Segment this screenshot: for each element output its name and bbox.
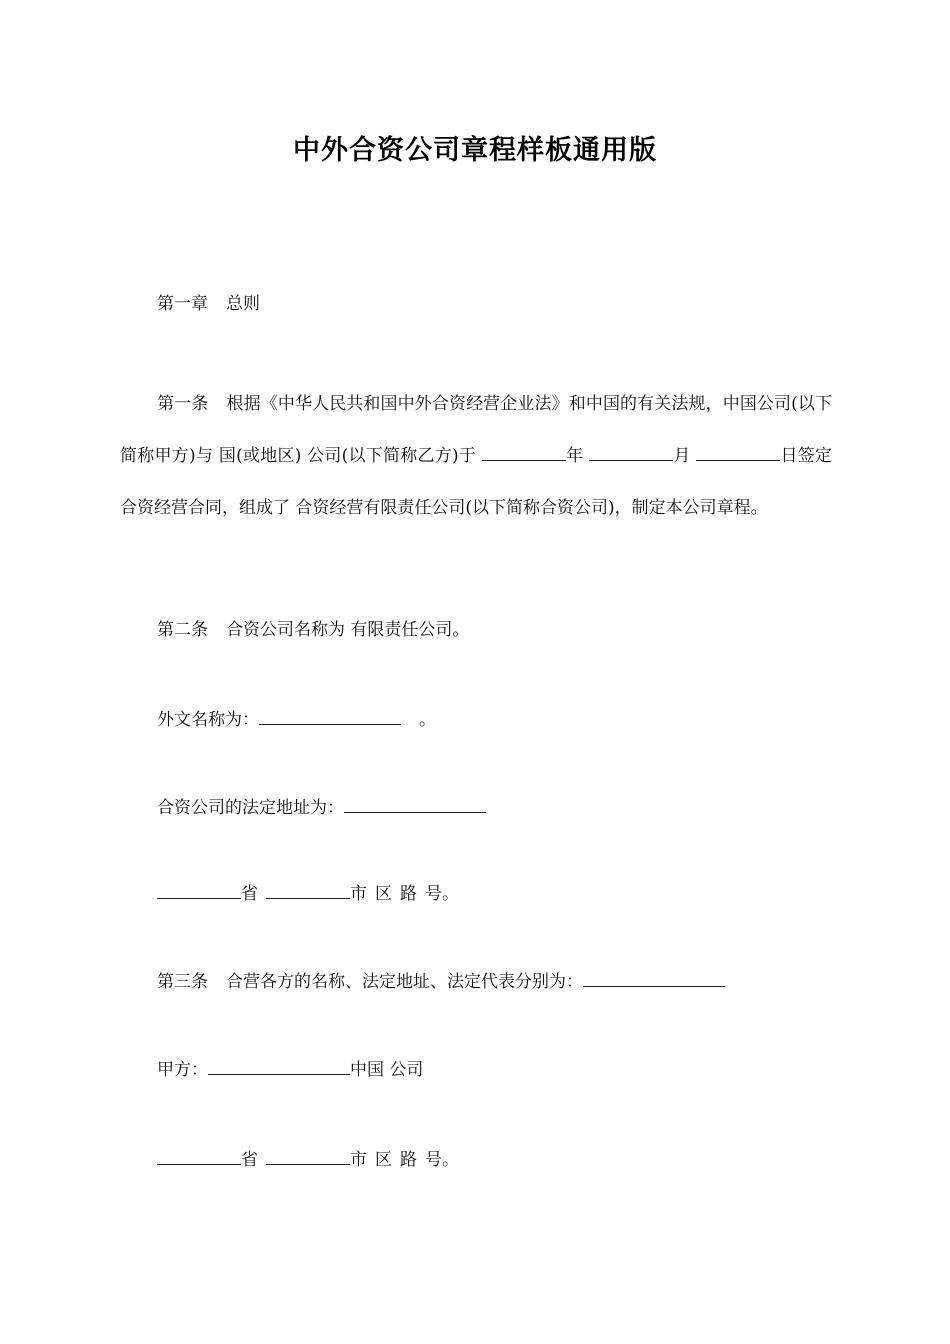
district-label: 区 — [375, 1150, 392, 1170]
province-blank — [157, 1146, 241, 1165]
foreign-name-blank — [259, 706, 401, 725]
year-label: 年 — [565, 446, 584, 466]
article-1-text-b: 日签定合资经营合同，组成了 合资经营有限责任公司(以下简称合资公司)，制定本公司章程。 — [120, 446, 833, 518]
foreign-name-end: 。 — [419, 710, 436, 730]
address-line-1 — [157, 880, 459, 906]
article-2 — [157, 618, 469, 642]
chapter-name: 总则 — [226, 294, 260, 314]
road-label: 路 — [400, 884, 417, 904]
city-blank — [266, 880, 350, 899]
city-label: 市 — [350, 1150, 367, 1170]
article-1-number: 第一条 — [157, 394, 209, 414]
number-label: 号。 — [425, 884, 459, 904]
party-a-line — [157, 1056, 423, 1082]
chapter-heading — [157, 292, 260, 316]
year-blank — [482, 442, 566, 461]
foreign-name-label: 外文名称为： — [157, 710, 259, 730]
party-a-blank — [208, 1056, 350, 1075]
month-label: 月 — [673, 446, 691, 466]
city-label: 市 — [350, 884, 367, 904]
article-3 — [157, 968, 725, 994]
article-1-text-a: 根据《中华人民共和国中外合资经营企业法》和中国的有关法规，中国公司(以下简称甲方)与 国(或地区) 公司(以下简称乙方)于 — [120, 394, 832, 466]
article-3-number: 第三条 — [157, 972, 208, 992]
legal-address-label: 合资公司的法定地址为： — [157, 798, 344, 818]
article-1-paragraph — [120, 378, 832, 534]
chapter-number: 第一章 — [157, 294, 208, 314]
month-blank — [589, 442, 673, 461]
legal-address-line — [157, 794, 486, 820]
article-2-text: 合资公司名称为 有限责任公司。 — [226, 620, 470, 640]
city-blank — [266, 1146, 350, 1165]
article-3-text: 合营各方的名称、法定地址、法定代表分别为： — [226, 972, 583, 992]
district-label: 区 — [375, 884, 392, 904]
legal-address-blank — [344, 794, 486, 813]
article-3-blank — [583, 968, 725, 987]
number-label: 号。 — [425, 1150, 459, 1170]
province-label: 省 — [241, 1150, 258, 1170]
document-title: 中外合资公司章程样板通用版 — [293, 135, 657, 166]
address-line-2 — [157, 1146, 459, 1172]
road-label: 路 — [400, 1150, 417, 1170]
party-a-label: 甲方： — [157, 1060, 208, 1080]
foreign-name-line — [157, 706, 436, 732]
article-2-number: 第二条 — [157, 620, 208, 640]
province-blank — [157, 880, 241, 899]
party-a-suffix: 中国 公司 — [350, 1060, 424, 1080]
province-label: 省 — [241, 884, 258, 904]
day-blank — [696, 442, 780, 461]
